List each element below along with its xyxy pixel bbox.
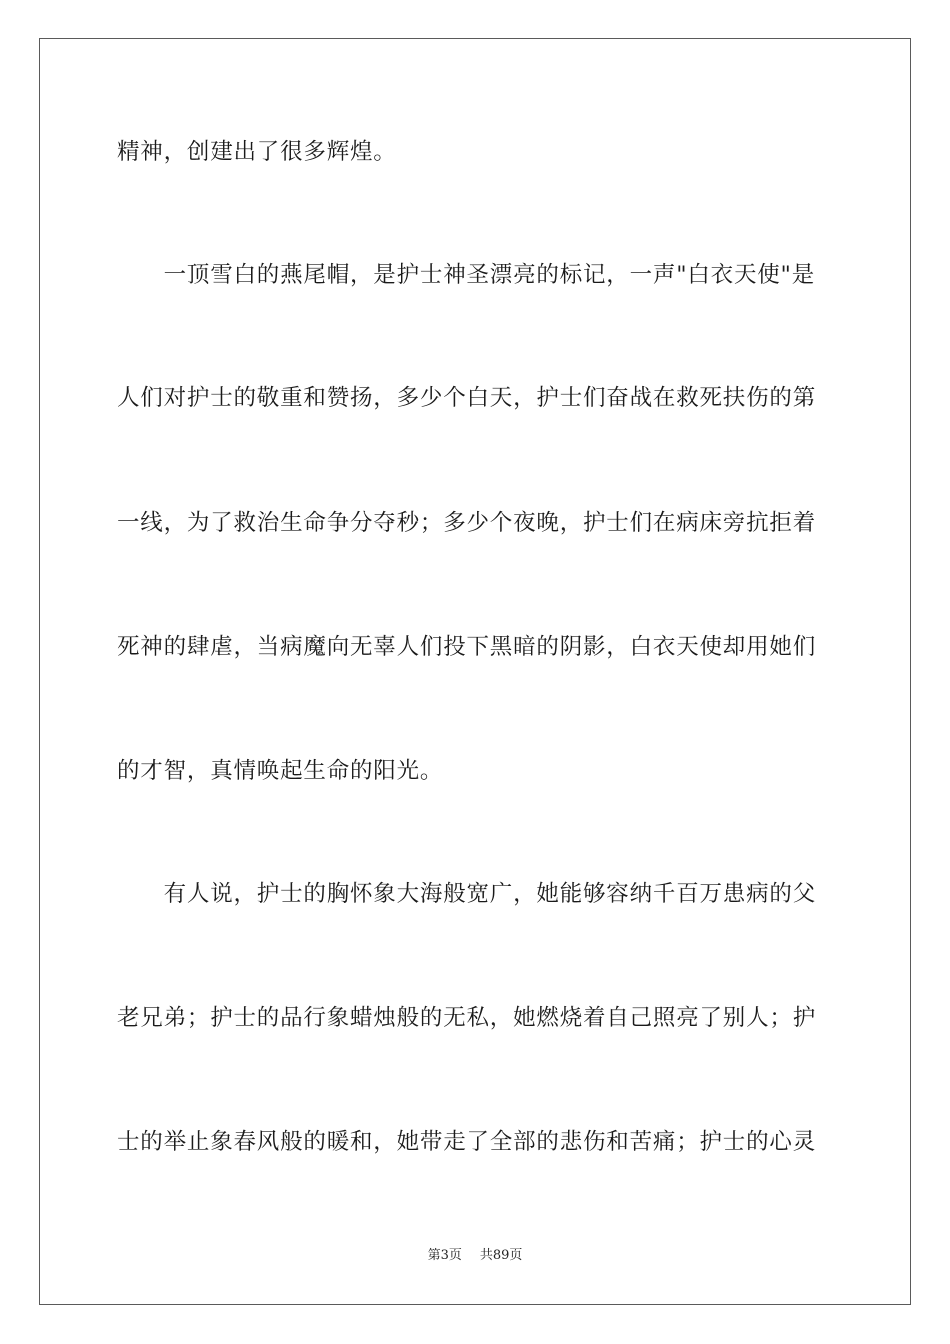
page-number: 第3页 <box>427 1248 462 1263</box>
text-line-9: 士的举止象春风般的暖和，她带走了全部的悲伤和苦痛；护士的心灵 <box>117 1129 817 1155</box>
page-border <box>39 38 911 1305</box>
page-total: 共89页 <box>479 1248 523 1263</box>
text-line-4: 一线，为了救治生命争分夺秒；多少个夜晚，护士们在病床旁抗拒着 <box>117 510 817 536</box>
text-line-7: 有人说，护士的胸怀象大海般宽广，她能够容纳千百万患病的父 <box>117 881 817 907</box>
text-line-8: 老兄弟；护士的品行象蜡烛般的无私，她燃烧着自己照亮了别人；护 <box>117 1005 817 1031</box>
text-line-3: 人们对护士的敬重和赞扬，多少个白天，护士们奋战在救死扶伤的第 <box>117 385 817 411</box>
text-line-5: 死神的肆虐，当病魔向无辜人们投下黑暗的阴影，白衣天使却用她们 <box>117 634 817 660</box>
text-line-1: 精神，创建出了很多辉煌。 <box>117 139 397 165</box>
page-footer <box>0 1247 950 1265</box>
text-line-6: 的才智，真情唤起生命的阳光。 <box>117 758 444 784</box>
text-line-2: 一顶雪白的燕尾帽，是护士神圣漂亮的标记，一声"白衣天使"是 <box>117 262 815 288</box>
